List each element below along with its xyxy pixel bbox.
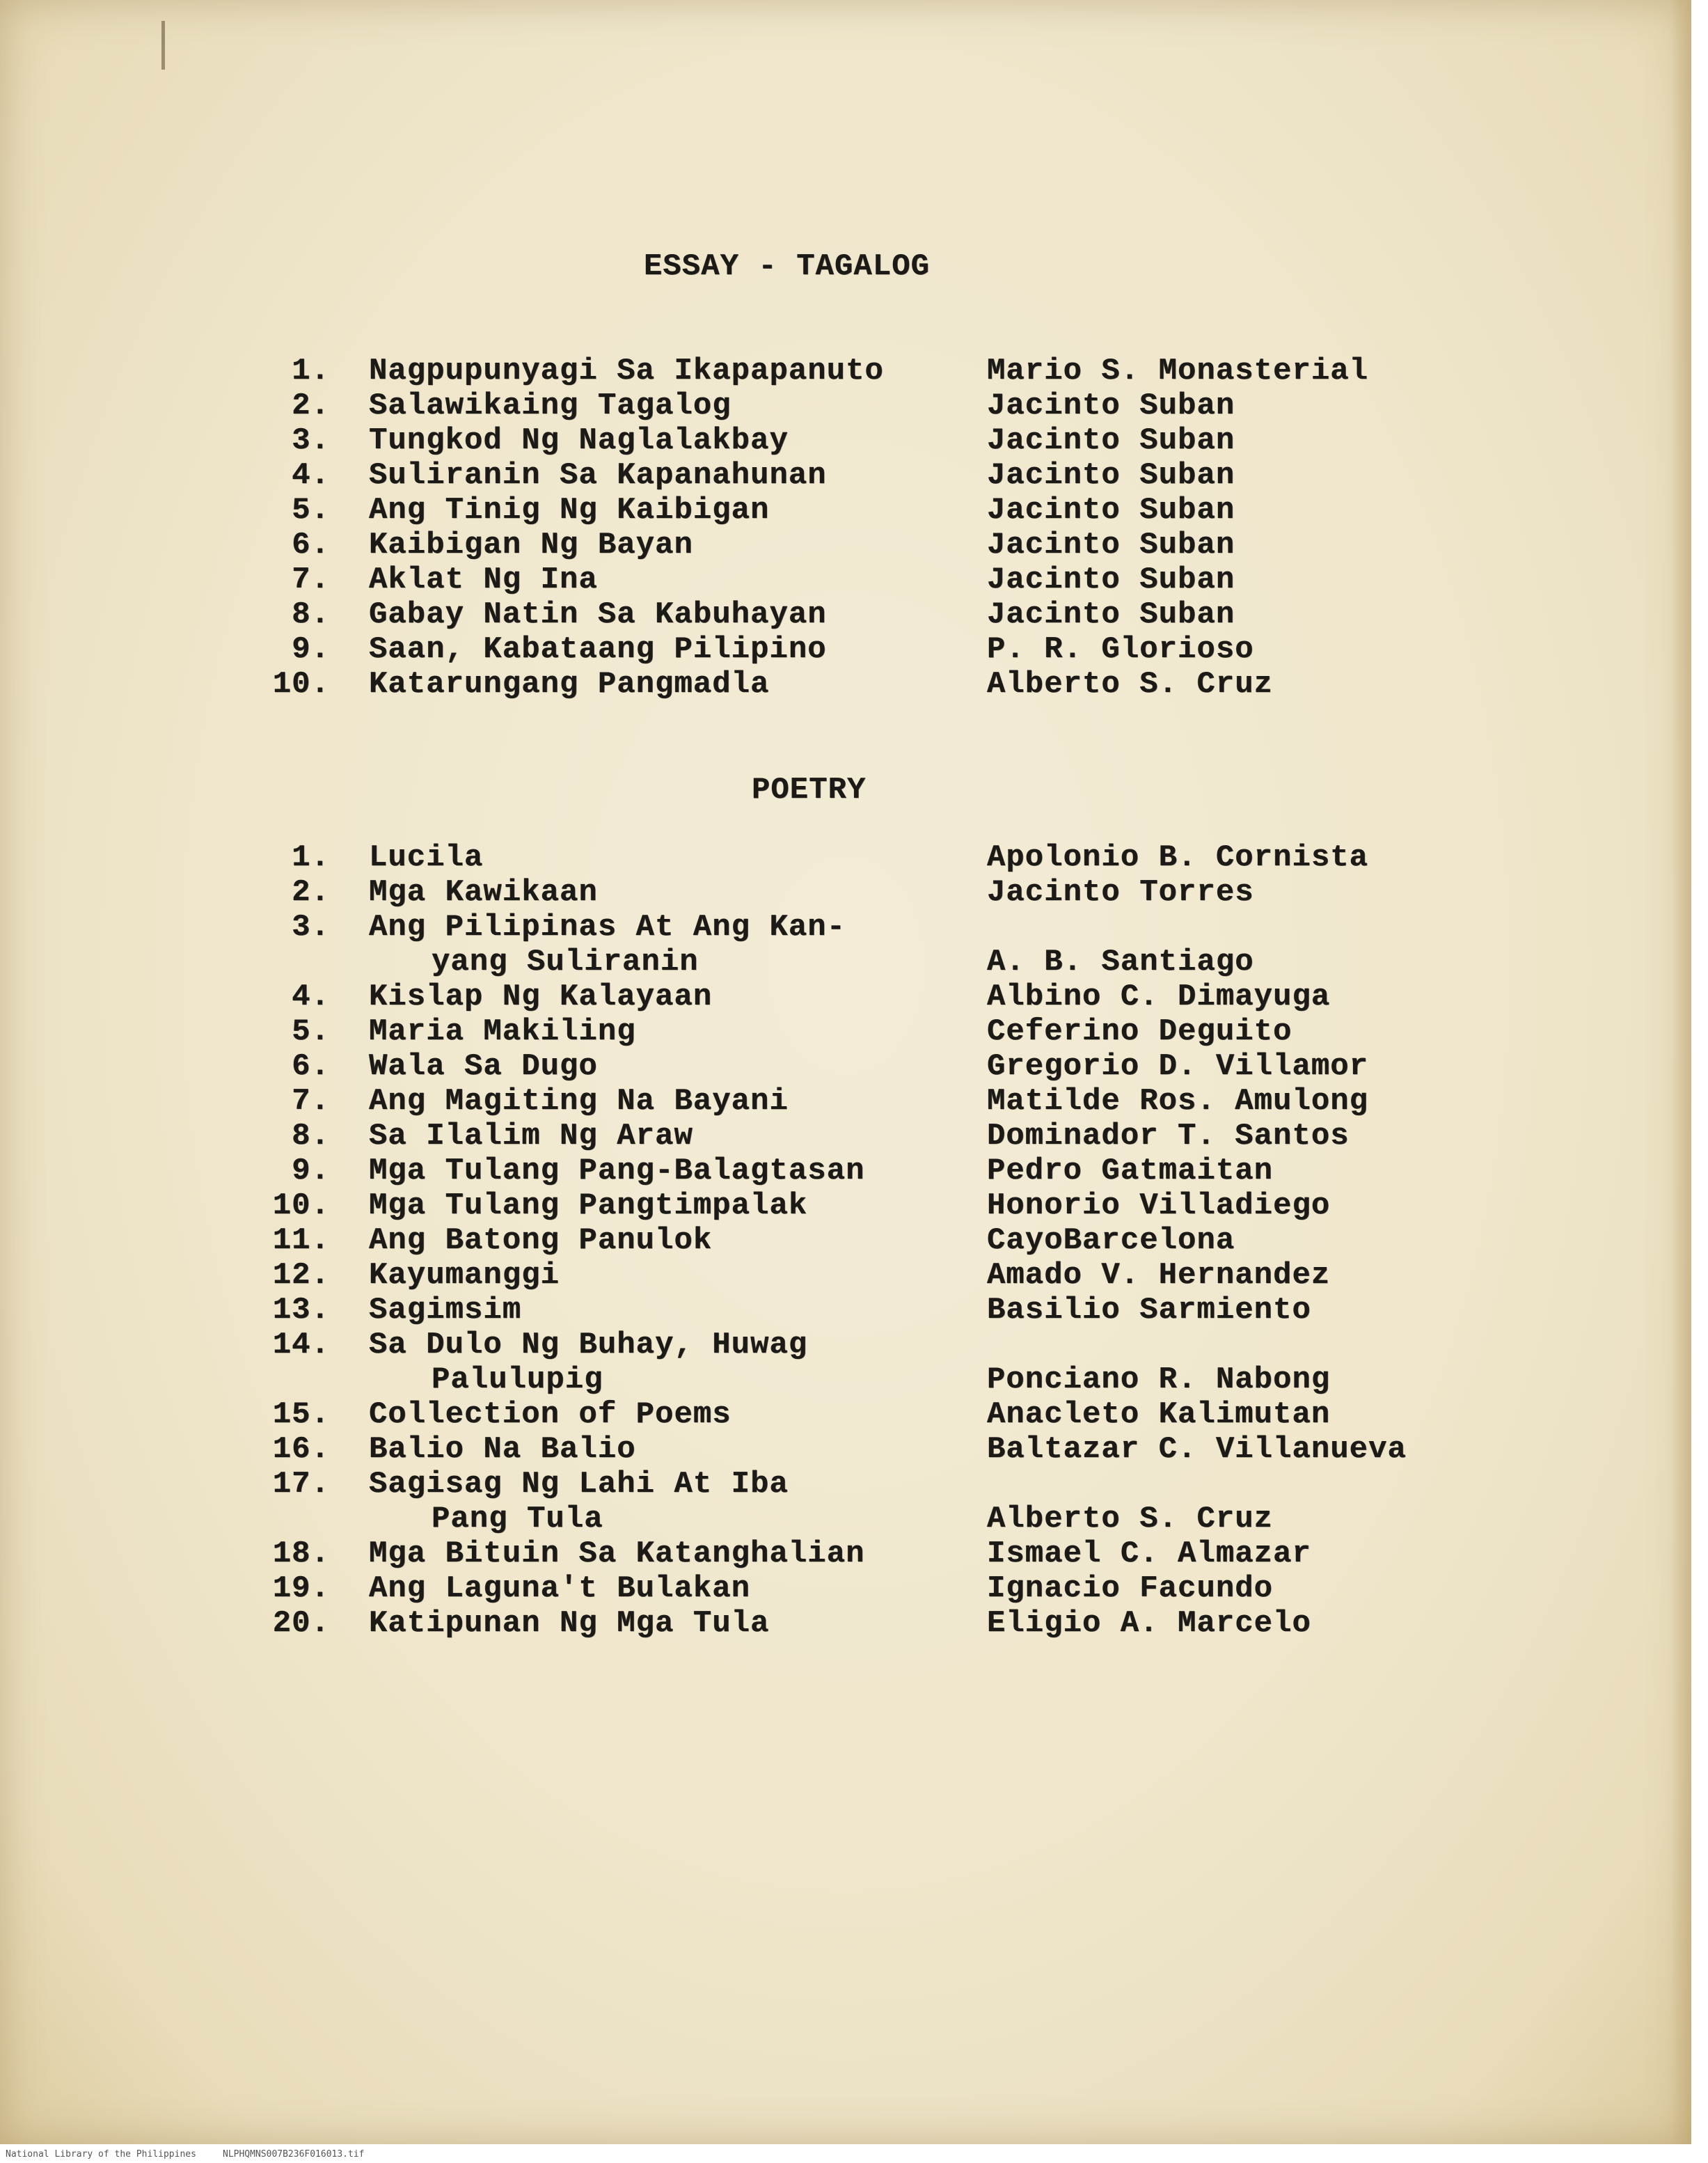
item-title: Katarungang Pangmadla xyxy=(369,667,770,702)
essay-list-item xyxy=(0,563,1708,597)
poetry-list-item xyxy=(0,1049,1708,1084)
item-author: Pedro Gatmaitan xyxy=(987,1154,1274,1188)
item-title: Gabay Natin Sa Kabuhayan xyxy=(369,597,827,632)
item-author: P. R. Glorioso xyxy=(987,632,1254,667)
essay-list-item xyxy=(0,354,1708,388)
essay-list-item xyxy=(0,632,1708,667)
item-title: Sagimsim xyxy=(369,1293,522,1328)
poetry-list-item xyxy=(0,1328,1708,1362)
poetry-list xyxy=(0,840,1708,1641)
item-number: 6. xyxy=(292,1049,330,1084)
poetry-heading: POETRY xyxy=(752,773,867,808)
essay-list-item xyxy=(0,667,1708,702)
item-title: Saan, Kabataang Pilipino xyxy=(369,632,827,667)
essay-list-item xyxy=(0,458,1708,493)
item-number: 4. xyxy=(292,458,330,493)
item-title-continuation: yang Suliranin xyxy=(432,945,699,980)
item-title: Aklat Ng Ina xyxy=(369,563,598,597)
item-number: 5. xyxy=(292,493,330,528)
poetry-list-item-continuation xyxy=(0,945,1708,980)
item-number: 9. xyxy=(292,632,330,667)
item-title: Tungkod Ng Naglalakbay xyxy=(369,423,789,458)
item-title: Mga Tulang Pangtimpalak xyxy=(369,1188,808,1223)
essay-list-item xyxy=(0,597,1708,632)
item-author: Albino C. Dimayuga xyxy=(987,980,1331,1014)
item-author: Alberto S. Cruz xyxy=(987,1502,1274,1536)
item-number: 6. xyxy=(292,528,330,563)
item-number: 8. xyxy=(292,597,330,632)
item-number: 3. xyxy=(292,910,330,945)
poetry-list-item xyxy=(0,1084,1708,1119)
poetry-list-item xyxy=(0,1571,1708,1606)
item-title: Ang Batong Panulok xyxy=(369,1223,713,1258)
item-author: Gregorio D. Villamor xyxy=(987,1049,1369,1084)
item-author: Jacinto Suban xyxy=(987,528,1235,563)
item-title: Kislap Ng Kalayaan xyxy=(369,980,713,1014)
poetry-list-item-continuation xyxy=(0,1502,1708,1536)
essay-list xyxy=(0,354,1708,702)
poetry-list-item xyxy=(0,980,1708,1014)
item-author: Jacinto Suban xyxy=(987,388,1235,423)
item-number: 3. xyxy=(292,423,330,458)
item-title-continuation: Palulupig xyxy=(432,1362,603,1397)
item-author: Dominador T. Santos xyxy=(987,1119,1350,1154)
poetry-list-item xyxy=(0,840,1708,875)
item-title: Wala Sa Dugo xyxy=(369,1049,598,1084)
item-number: 9. xyxy=(292,1154,330,1188)
essay-list-item xyxy=(0,528,1708,563)
item-title: Salawikaing Tagalog xyxy=(369,388,732,423)
poetry-list-item xyxy=(0,1258,1708,1293)
item-author: Apolonio B. Cornista xyxy=(987,840,1369,875)
item-title-continuation: Pang Tula xyxy=(432,1502,603,1536)
item-author: Amado V. Hernandez xyxy=(987,1258,1331,1293)
scan-credit: National Library of the Philippines xyxy=(6,2149,196,2160)
item-author: Jacinto Suban xyxy=(987,493,1235,528)
item-number: 18. xyxy=(272,1536,330,1571)
item-title: Kayumanggi xyxy=(369,1258,560,1293)
item-author: Jacinto Suban xyxy=(987,597,1235,632)
item-title: Collection of Poems xyxy=(369,1397,732,1432)
paper-mark xyxy=(161,21,165,70)
item-title: Balio Na Balio xyxy=(369,1432,636,1467)
item-title: Sa Dulo Ng Buhay, Huwag xyxy=(369,1328,808,1362)
essay-list-item xyxy=(0,388,1708,423)
item-title: Katipunan Ng Mga Tula xyxy=(369,1606,770,1641)
item-number: 17. xyxy=(272,1467,330,1502)
item-author: Ignacio Facundo xyxy=(987,1571,1274,1606)
item-title: Maria Makiling xyxy=(369,1014,636,1049)
item-title: Nagpupunyagi Sa Ikapapanuto xyxy=(369,354,884,388)
item-number: 13. xyxy=(272,1293,330,1328)
item-author: Ponciano R. Nabong xyxy=(987,1362,1331,1397)
item-author: Ismael C. Almazar xyxy=(987,1536,1311,1571)
item-title: Sagisag Ng Lahi At Iba xyxy=(369,1467,789,1502)
item-author: Alberto S. Cruz xyxy=(987,667,1274,702)
poetry-list-item xyxy=(0,1467,1708,1502)
item-author: A. B. Santiago xyxy=(987,945,1254,980)
essay-heading: ESSAY - TAGALOG xyxy=(644,249,931,284)
scan-file-id: NLPHQMNS007B236F016013.tif xyxy=(223,2149,365,2160)
item-title: Ang Magiting Na Bayani xyxy=(369,1084,789,1119)
item-author: Baltazar C. Villanueva xyxy=(987,1432,1407,1467)
item-title: Mga Bituin Sa Katanghalian xyxy=(369,1536,865,1571)
poetry-list-item xyxy=(0,910,1708,945)
item-number: 8. xyxy=(292,1119,330,1154)
item-number: 5. xyxy=(292,1014,330,1049)
poetry-list-item xyxy=(0,1397,1708,1432)
item-author: Basilio Sarmiento xyxy=(987,1293,1311,1328)
item-author: Eligio A. Marcelo xyxy=(987,1606,1311,1641)
item-author: Mario S. Monasterial xyxy=(987,354,1369,388)
poetry-list-item xyxy=(0,1606,1708,1641)
item-number: 16. xyxy=(272,1432,330,1467)
essay-list-item xyxy=(0,493,1708,528)
item-number: 7. xyxy=(292,563,330,597)
poetry-list-item-continuation xyxy=(0,1362,1708,1397)
item-author: Anacleto Kalimutan xyxy=(987,1397,1331,1432)
item-author: Ceferino Deguito xyxy=(987,1014,1292,1049)
poetry-list-item xyxy=(0,875,1708,910)
item-number: 2. xyxy=(292,875,330,910)
item-title: Ang Laguna't Bulakan xyxy=(369,1571,751,1606)
item-author: Jacinto Suban xyxy=(987,423,1235,458)
item-author: Jacinto Torres xyxy=(987,875,1254,910)
item-number: 1. xyxy=(292,840,330,875)
item-number: 2. xyxy=(292,388,330,423)
item-number: 11. xyxy=(272,1223,330,1258)
item-number: 15. xyxy=(272,1397,330,1432)
item-title: Lucila xyxy=(369,840,484,875)
item-number: 7. xyxy=(292,1084,330,1119)
item-title: Mga Kawikaan xyxy=(369,875,598,910)
item-number: 1. xyxy=(292,354,330,388)
item-number: 10. xyxy=(272,667,330,702)
poetry-list-item xyxy=(0,1432,1708,1467)
item-author: CayoBarcelona xyxy=(987,1223,1235,1258)
item-title: Suliranin Sa Kapanahunan xyxy=(369,458,827,493)
item-author: Honorio Villadiego xyxy=(987,1188,1331,1223)
scan-footer xyxy=(0,2146,1708,2163)
item-number: 4. xyxy=(292,980,330,1014)
poetry-list-item xyxy=(0,1223,1708,1258)
item-title: Ang Tinig Ng Kaibigan xyxy=(369,493,770,528)
item-author: Jacinto Suban xyxy=(987,458,1235,493)
item-title: Mga Tulang Pang-Balagtasan xyxy=(369,1154,865,1188)
item-number: 12. xyxy=(272,1258,330,1293)
poetry-list-item xyxy=(0,1293,1708,1328)
poetry-list-item xyxy=(0,1119,1708,1154)
item-number: 19. xyxy=(272,1571,330,1606)
item-author: Matilde Ros. Amulong xyxy=(987,1084,1369,1119)
poetry-list-item xyxy=(0,1014,1708,1049)
item-number: 20. xyxy=(272,1606,330,1641)
item-title: Kaibigan Ng Bayan xyxy=(369,528,693,563)
item-title: Ang Pilipinas At Ang Kan- xyxy=(369,910,846,945)
item-number: 14. xyxy=(272,1328,330,1362)
item-author: Jacinto Suban xyxy=(987,563,1235,597)
poetry-list-item xyxy=(0,1188,1708,1223)
poetry-list-item xyxy=(0,1536,1708,1571)
poetry-list-item xyxy=(0,1154,1708,1188)
essay-list-item xyxy=(0,423,1708,458)
item-number: 10. xyxy=(272,1188,330,1223)
item-title: Sa Ilalim Ng Araw xyxy=(369,1119,693,1154)
